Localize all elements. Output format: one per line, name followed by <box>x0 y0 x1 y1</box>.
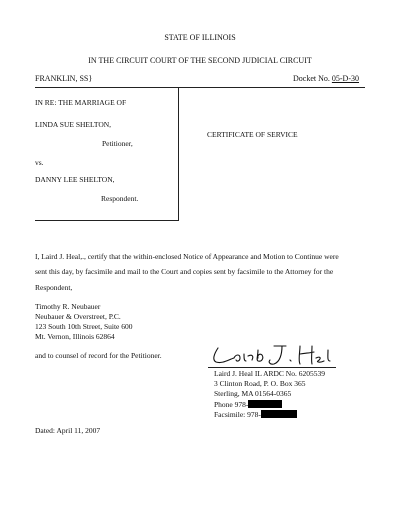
fax-label: Facsimile: 978- <box>214 410 261 419</box>
phone-redaction <box>248 400 282 408</box>
signer-address-2: Sterling, MA 01564-0365 <box>214 389 292 398</box>
petitioner-name: LINDA SUE SHELTON, <box>35 120 112 129</box>
recipient-firm: Neubauer & Overstreet, P.C. <box>35 312 121 321</box>
caption-divider <box>178 88 179 220</box>
date-line: Dated: April 11, 2007 <box>35 426 101 435</box>
signer-name: Laird J. Heal IL ARDC No. 6205539 <box>214 369 325 378</box>
document-title: CERTIFICATE OF SERVICE <box>207 130 298 139</box>
caption-top-rule <box>35 87 365 88</box>
respondent-name: DANNY LEE SHELTON, <box>35 175 115 184</box>
fax-redaction <box>261 410 297 418</box>
county-label: FRANKLIN, SS} <box>35 74 93 83</box>
docket-label: Docket No. <box>293 74 330 83</box>
caption-bottom-rule <box>35 220 179 221</box>
state-heading: STATE OF ILLINOIS <box>164 33 236 42</box>
recipient-street: 123 South 10th Street, Suite 600 <box>35 322 133 331</box>
counsel-line: and to counsel of record for the Petitioner. <box>35 351 162 360</box>
docket <box>293 75 359 83</box>
body-line-2: sent this day, by facsimile and mail to the Court and copies sent by facsimile to the Attorney for the <box>35 267 334 276</box>
in-re-label: IN RE: THE MARRIAGE OF <box>35 98 127 107</box>
body-line-1: I, Laird J. Heal,., certify that the within-enclosed Notice of Appearance and Motion to Continue were <box>35 252 339 261</box>
recipient-name: Timothy R. Neubauer <box>35 302 101 311</box>
versus-label: vs. <box>35 158 44 167</box>
petitioner-role: Petitioner, <box>102 139 133 148</box>
body-line-3: Respondent, <box>35 283 73 292</box>
signature-line <box>208 367 336 368</box>
respondent-role: Respondent. <box>101 194 139 203</box>
signer-fax <box>214 410 297 419</box>
docket-number: 05-D-30 <box>331 74 359 83</box>
court-heading: IN THE CIRCUIT COURT OF THE SECOND JUDICIAL CIRCUIT <box>88 56 312 65</box>
signer-phone <box>214 400 282 409</box>
signer-address-1: 3 Clinton Road, P. O. Box 365 <box>214 379 306 388</box>
handwritten-signature <box>208 340 338 370</box>
recipient-city: Mt. Vernon, Illinois 62864 <box>35 332 115 341</box>
phone-label: Phone 978- <box>214 400 249 409</box>
